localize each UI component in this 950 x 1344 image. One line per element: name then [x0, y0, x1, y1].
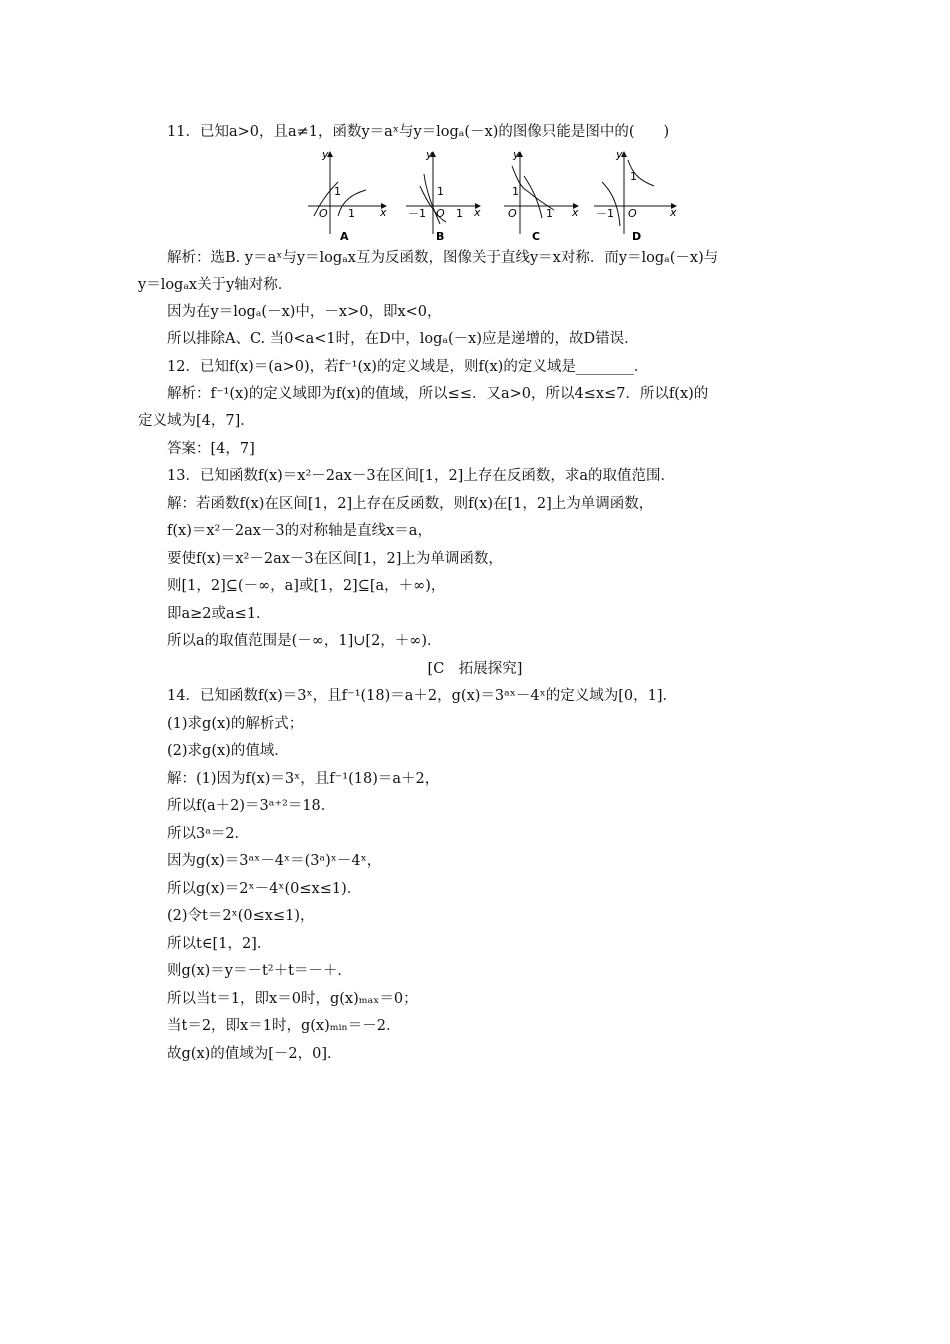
graph-a-one-y: 1: [334, 185, 341, 198]
q13-stem: 13．已知函数f(x)＝x²－2ax－3在区间[1，2]上存在反函数，求a的取值范围．: [167, 468, 675, 484]
graph-a-origin: O: [319, 207, 328, 220]
graph-a: [308, 148, 387, 243]
graph-c-one-y: 1: [512, 185, 519, 198]
graph-d-x-label: x: [670, 206, 677, 219]
graph-a-label: A: [340, 230, 349, 243]
q14-line-5: 所以g(x)＝2ˣ－4ˣ(0≤x≤1)．: [167, 881, 362, 897]
graph-b: [406, 148, 481, 243]
q14-line-7: 所以t∈[1，2]．: [167, 936, 272, 952]
graph-a-y-label: y: [322, 148, 329, 161]
graph-b-y-label: y: [426, 148, 433, 161]
graph-d-y-label: y: [616, 148, 623, 161]
q14-part-1: (1)求g(x)的解析式；: [167, 716, 304, 732]
q14-line-11: 故g(x)的值域为[－2，0]．: [167, 1046, 342, 1062]
graph-a-one-x: 1: [348, 207, 355, 220]
graph-b-one-x: 1: [456, 207, 463, 220]
q14-part-2: (2)求g(x)的值域．: [167, 743, 289, 759]
q12-solution-line-1: 解析：f⁻¹(x)的定义域即为f(x)的值域，所以≤≤．又a>0，所以4≤x≤7．所以f(x)的: [167, 386, 709, 402]
q14-line-10: 当t＝2，即x＝1时，g(x)ₘᵢₙ＝－2．: [167, 1018, 401, 1034]
graph-c: [504, 148, 579, 243]
q14-line-2: 所以f(a＋2)＝3ᵃ⁺²＝18．: [167, 798, 336, 814]
q12-solution-line-2: 定义域为[4，7]．: [138, 413, 255, 429]
q11-graphs-svg: [308, 146, 678, 244]
graph-c-y-label: y: [513, 148, 520, 161]
graph-c-label: C: [532, 230, 541, 243]
q13-line-3: 要使f(x)＝x²－2ax－3在区间[1，2]上为单调函数，: [167, 551, 503, 567]
q14-line-1: 解：(1)因为f(x)＝3ˣ，且f⁻¹(18)＝a＋2，: [167, 771, 440, 787]
graph-d: [594, 148, 677, 243]
graph-c-one-x: 1: [546, 207, 553, 220]
q11-solution-line-3: 因为在y＝logₐ(－x)中，－x>0，即x<0，: [167, 304, 442, 320]
q11-stem: 11．已知a>0，且a≠1，函数y＝aˣ与y＝logₐ(－x)的图像只能是图中的( ): [167, 124, 670, 140]
q12-answer: 答案：[4，7]: [167, 441, 255, 457]
q12-stem: 12．已知f(x)＝(a>0)，若f⁻¹(x)的定义域是，则f(x)的定义域是________．: [167, 359, 649, 375]
q13-line-4: 则[1，2]⊆(－∞，a]或[1，2]⊆[a，＋∞)，: [167, 578, 446, 594]
q13-line-6: 所以a的取值范围是(－∞，1]∪[2，＋∞)．: [167, 633, 442, 649]
q14-line-4: 因为g(x)＝3ᵃˣ－4ˣ＝(3ᵃ)ˣ－4ˣ，: [167, 853, 382, 869]
q14-line-6: (2)令t＝2ˣ(0≤x≤1)，: [167, 908, 315, 924]
q13-line-5: 即a≥2或a≤1．: [167, 606, 271, 622]
graph-d-one-y: 1: [630, 170, 637, 183]
graph-b-neg-one: －1: [408, 207, 426, 220]
q14-line-8: 则g(x)＝y＝－t²＋t＝－＋．: [167, 963, 352, 979]
graph-b-label: B: [436, 230, 445, 243]
graph-a-x-label: x: [380, 206, 387, 219]
section-header: [C 拓展探究]: [427, 661, 523, 677]
graph-b-x-label: x: [474, 206, 481, 219]
q11-solution-line-2: y＝logₐx关于y轴对称．: [138, 277, 293, 293]
graph-b-one-y: 1: [437, 185, 444, 198]
q11-solution-line-1: 解析：选B. y＝aˣ与y＝logₐx互为反函数，图像关于直线y＝x对称．而y＝logₐ(－x)与: [167, 250, 719, 266]
graph-d-neg-one: －1: [596, 207, 614, 220]
q14-stem: 14．已知函数f(x)＝3ˣ，且f⁻¹(18)＝a＋2，g(x)＝3ᵃˣ－4ˣ的定义域为[0，1]．: [167, 688, 678, 704]
graph-d-origin: O: [628, 207, 637, 220]
q11-solution-line-4: 所以排除A、C. 当0<a<1时，在D中，logₐ(－x)应是递增的，故D错误．: [167, 331, 639, 347]
graph-c-origin: O: [508, 207, 517, 220]
graph-b-origin: O: [436, 207, 445, 220]
graph-d-label: D: [632, 230, 642, 243]
q13-line-1: 解：若函数f(x)在区间[1，2]上存在反函数，则f(x)在[1，2]上为单调函数，: [167, 496, 654, 512]
q14-line-3: 所以3ᵃ＝2．: [167, 826, 250, 842]
q11-graph-options: [308, 146, 678, 244]
graph-c-x-label: x: [572, 206, 579, 219]
q14-line-9: 所以当t＝1，即x＝0时，g(x)ₘₐₓ＝0；: [167, 991, 418, 1007]
q13-line-2: f(x)＝x²－2ax－3的对称轴是直线x＝a，: [167, 523, 432, 539]
